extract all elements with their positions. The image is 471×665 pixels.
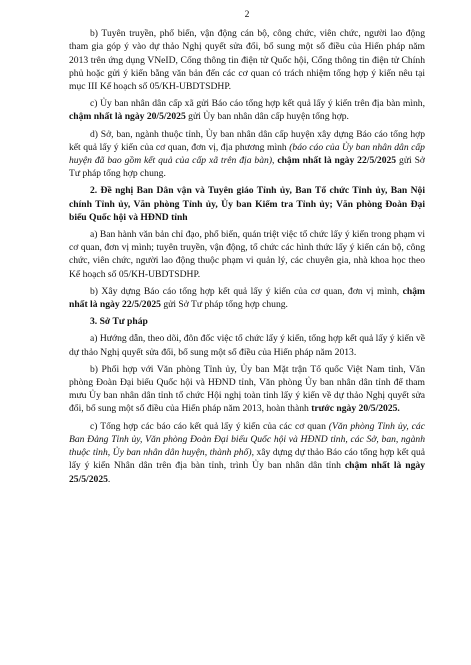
deadline-bold: chậm nhất là ngày 25/5/2025 (69, 460, 425, 485)
text-segment: c) Tổng hợp các báo cáo kết quả lấy ý kiến của các cơ quan (90, 420, 329, 432)
text-segment: d) Sở, ban, ngành thuộc tỉnh, Ủy ban nhân dân cấp huyện xây dựng Báo cáo tổng hợp kết quả lấy ý kiến của cơ quan, đơn vị, địa phương mình (69, 128, 425, 153)
page-number: 2 (244, 9, 250, 20)
paragraph-1d (69, 128, 425, 181)
section-heading-3: 3. Sở Tư pháp (90, 316, 148, 328)
text-segment: , xây dựng dự thảo Báo cáo tổng hợp kết quả lấy ý kiến Nhân dân trên địa bàn tỉnh, trình Ủy ban nhân dân tỉnh (69, 447, 425, 472)
italic-note: (báo cáo của Ủy ban nhân dân cấp huyện đã bao gồm kết quả của cấp xã trên địa bàn) (69, 141, 425, 167)
deadline-bold: chậm nhất là ngày 20/5/2025 (69, 111, 186, 123)
deadline-bold: chậm nhất là ngày 22/5/2025 (277, 155, 397, 167)
text-segment: c) Ủy ban nhân dân cấp xã gửi Báo cáo tổng hợp kết quả lấy ý kiến trên địa bàn mình, (90, 98, 425, 110)
paragraph-1b: b) Tuyên truyền, phổ biến, vận động cán bộ, công chức, viên chức, người lao động tham gia góp ý vào dự thảo Nghị quyết sửa đổi, bổ sung một số điều của Hiến pháp năm 2013 trên ứng dụng VNeID, Cổng thông tin điện tử Quốc hội, Cổng thông tin điện tử Chính phủ hoặc gửi ý kiến bằng văn bản đến các cơ quan có trách nhiệm tổng hợp ý kiến nêu tại mục III Kế hoạch số 05/KH-UBDTSDHP. (69, 28, 425, 93)
text-segment: b) Xây dựng Báo cáo tổng hợp kết quả lấy ý kiến của cơ quan, đơn vị mình, (90, 285, 403, 297)
deadline-bold: trước ngày 20/5/2025. (311, 403, 400, 415)
text-segment: , (272, 155, 278, 167)
text-segment: gửi Ủy ban nhân dân cấp huyện tổng hợp. (185, 111, 349, 123)
text-segment: b) Phối hợp với Văn phòng Tỉnh ủy, Ủy ban Mặt trận Tổ quốc Việt Nam tỉnh, Văn phòng Đoàn Đại biểu Quốc hội và HĐND tỉnh, Văn phòng Ủy ban nhân dân tỉnh để tham mưu Ủy ban nhân dân tỉnh tổ chức Hội nghị toàn tỉnh lấy ý kiến về dự thảo Nghị quyết sửa đổi, bổ sung một số điều của Hiến pháp năm 2013, hoàn thành (69, 363, 425, 415)
text-segment: . (107, 473, 111, 485)
paragraph-1c (69, 97, 425, 123)
deadline-bold: chậm nhất là ngày 22/5/2025 (69, 285, 425, 311)
paragraph-3c (69, 420, 425, 486)
paragraph-2b (69, 285, 425, 311)
italic-note: (Văn phòng Tỉnh ủy, các Ban Đảng Tỉnh ủy, Văn phòng Đoàn Đại biểu Quốc hội và HĐND tỉnh, các Sở, ban, ngành thuộc tỉnh, Ủy ban nhân dân huyện, thành phố) (69, 420, 425, 459)
paragraph-2a: a) Ban hành văn bản chỉ đạo, phổ biến, quán triệt việc tổ chức lấy ý kiến trong phạm vi cơ quan, đơn vị mình; tuyên truyền, vận động, tổ chức các hình thức lấy ý kiến cán bộ, công chức, viên chức, người lao động thuộc phạm vi quản lý, các chuyên gia, nhà khoa học theo Kế hoạch số 05/KH-UBDTSDHP. (69, 229, 425, 280)
paragraph-3b (69, 363, 425, 416)
paragraph-3a: a) Hướng dẫn, theo dõi, đôn đốc việc tổ chức lấy ý kiến, tổng hợp kết quả lấy ý kiến về dự thảo Nghị quyết sửa đổi, bổ sung một số điều của Hiến pháp năm 2013. (69, 333, 425, 358)
text-segment: gửi Sở Tư pháp tổng hợp chung. (160, 299, 288, 311)
text-segment: gửi Sở Tư pháp tổng hợp chung. (69, 155, 425, 180)
section-heading-2: 2. Đề nghị Ban Dân vận và Tuyên giáo Tỉnh ủy, Ban Tổ chức Tỉnh ủy, Ban Nội chính Tỉnh ủy, Văn phòng Tỉnh ủy, Ủy ban Kiểm tra Tỉnh ủy; Văn phòng Đoàn Đại biểu Quốc hội và HĐND tỉnh (69, 185, 425, 223)
